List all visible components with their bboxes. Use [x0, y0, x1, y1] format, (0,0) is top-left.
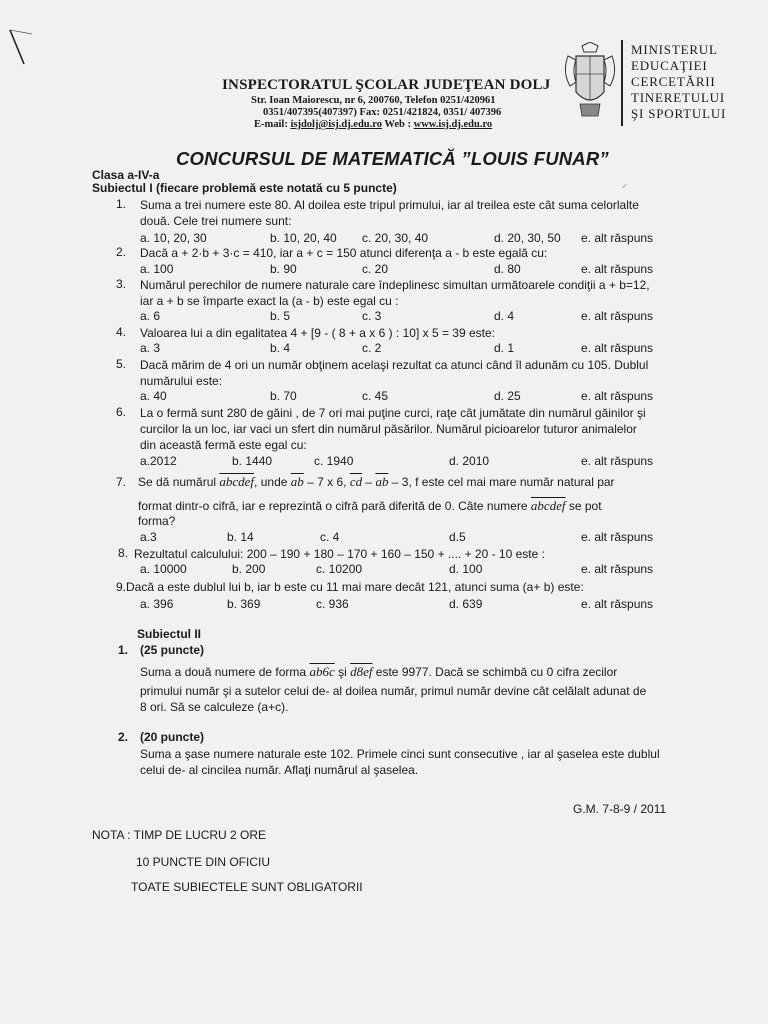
option-d: d. 2010: [449, 454, 490, 468]
problem-number: 2.: [116, 245, 127, 259]
option-b: b. 4: [270, 341, 291, 355]
option-d: d. 25: [494, 389, 521, 403]
note-points: 10 PUNCTE DIN OFICIU: [136, 855, 271, 869]
problem-text-line: celui de- al cincilea număr. Aflaţi numărul al şaselea.: [140, 763, 419, 777]
option-c: c. 20: [362, 262, 389, 276]
number-abcdef: abcdef: [219, 474, 255, 489]
option-d: d. 80: [494, 262, 521, 276]
option-d: d. 639: [449, 597, 483, 611]
option-c: c. 20, 30, 40: [362, 231, 429, 245]
option-b: b. 10, 20, 40: [270, 231, 337, 245]
pen-tick: ⸝: [622, 179, 627, 190]
problem-text-line: Numărul perechilor de numere naturale care îndeplinesc simultan următoarele condiţii a + b=12,: [140, 278, 650, 292]
inspectorate-address: Str. Ioan Maiorescu, nr 6, 200760, Telefon 0251/420961: [251, 95, 496, 106]
problem-number: 1.: [118, 643, 129, 657]
option-e: e. alt răspuns: [581, 530, 654, 544]
option-b: b. 14: [227, 530, 254, 544]
problem-text-line: 9.Dacă a este dublul lui b, iar b este cu 11 mai mare decât 121, atunci suma (a+ b) este:: [116, 580, 584, 594]
web-link[interactable]: www.isj.dj.edu.ro: [413, 119, 493, 130]
problem-text-line: Suma a trei numere este 80. Al doilea este tripul primului, iar al treilea este cât suma celorlalte: [140, 198, 639, 212]
problem-number: 8.: [118, 546, 129, 560]
option-a: a. 10000: [140, 562, 187, 576]
option-b: b. 200: [232, 562, 266, 576]
option-b: b. 70: [270, 389, 297, 403]
option-e: e. alt răspuns: [581, 309, 654, 323]
option-c: c. 3: [362, 309, 382, 323]
problem-text-line: iar a + b se împarte exact la (a - b) este egal cu :: [140, 294, 399, 308]
problem-text-line: Dacă a + 2·b + 3·c = 410, iar a + c = 150 atunci diferenţa a - b este egală cu:: [140, 246, 548, 260]
option-e: e. alt răspuns: [581, 231, 654, 245]
problem-text-line: două. Cele trei numere sunt:: [140, 214, 292, 228]
option-e: e. alt răspuns: [581, 454, 654, 468]
option-e: e. alt răspuns: [581, 562, 654, 576]
option-c: c. 936: [316, 597, 349, 611]
number-ab6c: ab6c: [309, 664, 335, 679]
number-abcdef: abcdef: [530, 498, 566, 513]
option-a: a. 6: [140, 309, 161, 323]
option-d: d. 4: [494, 309, 515, 323]
problem-text-line: Suma a şase numere naturale este 102. Primele cinci sunt consecutive , iar al şaselea este dublul: [140, 747, 660, 761]
number-ab: $\overline{ab}$: [290, 474, 304, 489]
option-a: a. 100: [140, 262, 174, 276]
option-b: b. 369: [227, 597, 261, 611]
problem-text-line: forma?: [138, 514, 176, 528]
subject-1-heading: Subiectul I (fiecare problemă este notată cu 5 puncte): [92, 181, 397, 195]
option-b: b. 5: [270, 309, 291, 323]
option-c: c. 45: [362, 389, 389, 403]
problem-text-line: numărului este:: [140, 374, 223, 388]
problem-text-line: curcilor la un loc, iar vaci un sfert din numărul păsărilor. Numărul picioarelor tuturor animalelor: [140, 422, 637, 436]
class-label: Clasa a-IV-a: [92, 168, 160, 182]
option-d: d. 100: [449, 562, 483, 576]
ministry-line-5: ŞI SPORTULUI: [631, 106, 727, 121]
problem-text-line: 8 ori. Să se calculeze (a+c).: [140, 700, 289, 714]
option-c: c. 2: [362, 341, 382, 355]
option-a: a. 3: [140, 341, 161, 355]
option-a: a. 396: [140, 597, 174, 611]
option-c: c. 10200: [316, 562, 363, 576]
header-divider: [621, 40, 623, 126]
problem-number: 3.: [116, 277, 127, 291]
option-c: c. 4: [320, 530, 340, 544]
option-a: a.2012: [140, 454, 177, 468]
inspectorate-phones: 0351/407395(407397) Fax: 0251/421824, 0351/ 407396: [263, 107, 502, 118]
inspectorate-contact: E-mail: isjdolj@isj.dj.edu.ro Web : www.isj.dj.edu.ro: [254, 119, 493, 130]
ministry-line-4: TINERETULUI: [631, 90, 725, 105]
problem-number: 4.: [116, 325, 127, 339]
option-c: c. 1940: [314, 454, 354, 468]
problem-number: 2.: [118, 730, 129, 744]
source-reference: G.M. 7-8-9 / 2011: [573, 802, 667, 816]
problem-number: 9.: [116, 580, 127, 594]
number-cd: $\overline{cd}$: [349, 474, 363, 489]
problem-number: 5.: [116, 357, 127, 371]
option-b: b. 1440: [232, 454, 273, 468]
problem-text-line: Dacă mărim de 4 ori un număr obţinem acelaşi rezultat ca atunci când îl adunăm cu 105. Dublul: [140, 358, 649, 372]
note-mandatory: TOATE SUBIECTELE SUNT OBLIGATORII: [131, 880, 363, 894]
problem-text-line: Valoarea lui a din egalitatea 4 + [9 - ( 8 + a x 6 ) : 10] x 5 = 39 este:: [140, 326, 495, 340]
option-e: e. alt răspuns: [581, 262, 654, 276]
option-a: a. 10, 20, 30: [140, 231, 207, 245]
contest-title: CONCURSUL DE MATEMATICĂ ”LOUIS FUNAR”: [176, 148, 609, 169]
ministry-line-3: CERCETĂRII: [631, 74, 716, 89]
option-d: d. 20, 30, 50: [494, 231, 561, 245]
problem-text-line: La o fermă sunt 280 de găini , de 7 ori mai puţine curci, raţe cât jumătate din numărul găinilor şi: [140, 406, 646, 420]
option-d: d.5: [449, 530, 466, 544]
ministry-line-1: MINISTERUL: [631, 42, 718, 57]
problem-text-line: din această fermă este egal cu:: [140, 438, 307, 452]
problem-number: 7.: [116, 475, 127, 489]
pen-mark: [8, 28, 36, 68]
problem-points: (25 puncte): [140, 643, 205, 657]
problem-text-line: format dintr-o cifră, iar e reprezintă o cifră pară diferită de 0. Câte numere abcdef se pot: [138, 498, 602, 513]
ministry-line-2: EDUCAŢIEI: [631, 58, 708, 73]
option-e: e. alt răspuns: [581, 341, 654, 355]
problem-number: 6.: [116, 405, 127, 419]
problem-text-line: Se dă numărul abcdef, unde $\overline{ab} - 7$ x 6, $\overline{cd} - \overline{ab} - 3$, f este cel mai mare număr natural par: [138, 474, 615, 489]
option-e: e. alt răspuns: [581, 597, 654, 611]
option-e: e. alt răspuns: [581, 389, 654, 403]
email-link[interactable]: isjdolj@isj.dj.edu.ro: [290, 119, 382, 130]
subject-2-heading: Subiectul II: [137, 627, 202, 641]
option-a: a.3: [140, 530, 157, 544]
number-ab: $\overline{ab}$: [375, 474, 389, 489]
problem-text-line: primului număr şi a sutelor celui de- al doilea număr, primul număr devine cât celălalt adunat de: [140, 684, 647, 698]
note-time: NOTA : TIMP DE LUCRU 2 ORE: [92, 828, 267, 842]
problem-text-line: Suma a două numere de forma ab6c şi d8ef este 9977. Dacă se schimbă cu 0 cifra zecilor: [140, 664, 618, 679]
coat-of-arms-icon: [560, 42, 620, 122]
problem-number: 1.: [116, 197, 127, 211]
inspectorate-name: INSPECTORATUL ŞCOLAR JUDEŢEAN DOLJ: [222, 77, 551, 93]
option-b: b. 90: [270, 262, 297, 276]
number-d8ef: d8ef: [350, 664, 373, 679]
problem-text-line: Rezultatul calculului: 200 – 190 + 180 – 170 + 160 – 150 + .... + 20 - 10 este :: [134, 547, 545, 561]
problem-points: (20 puncte): [140, 730, 205, 744]
option-d: d. 1: [494, 341, 515, 355]
option-a: a. 40: [140, 389, 167, 403]
